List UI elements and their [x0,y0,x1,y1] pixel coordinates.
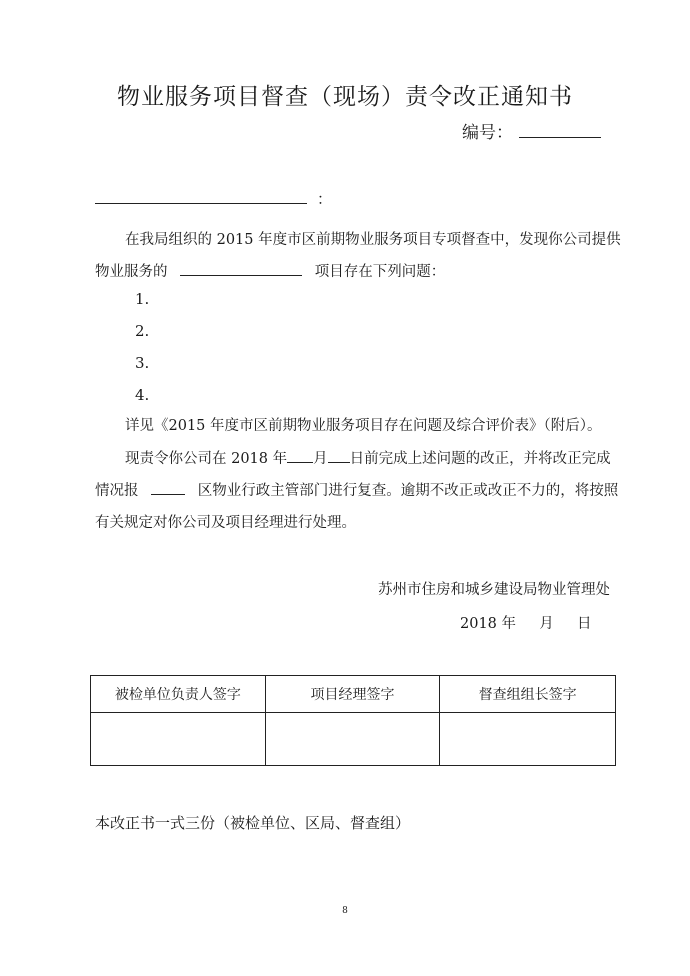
signature-cell-inspected-unit[interactable] [91,713,266,766]
signature-table-row [91,713,616,766]
order-deadline-year: 现责令你公司在 2018 年 [125,451,288,467]
addressee-line [95,188,332,209]
issue-date-day: 日 [576,616,592,632]
number-label: 编号： [462,123,513,143]
signature-table-header [91,676,616,713]
intro-line-1: 在我局组织的 2015 年度市区前期物业服务项目专项督查中，发现你公司提供 [125,232,621,248]
intro-problems-label: 项目存在下列问题： [314,264,446,280]
intro-line-2 [95,260,445,281]
header-project-manager: 项目经理签字 [265,676,440,713]
copies-note: 本改正书一式三份（被检单位、区局、督查组） [95,814,411,832]
deadline-day-blank[interactable] [328,448,350,463]
issue-date [460,612,591,633]
problem-item-3: 3. [135,354,150,372]
problem-item-1: 1. [135,290,150,308]
district-blank[interactable] [151,480,185,495]
header-inspection-leader: 督查组组长签字 [440,676,616,713]
order-report-label: 情况报 [95,483,139,499]
order-rest: 日前完成上述问题的改正，并将改正完成 [349,451,611,467]
issue-date-year: 2018 年 [460,616,517,632]
project-name-blank[interactable] [180,261,302,276]
problem-item-2: 2. [135,322,150,340]
order-line-3: 有关规定对你公司及项目经理进行处理。 [95,515,356,531]
page-number: 8 [342,906,348,916]
issue-date-month: 月 [539,616,554,632]
deadline-month-blank[interactable] [287,448,313,463]
number-blank[interactable] [519,121,601,138]
problem-item-4: 4. [135,386,150,404]
order-line-1 [125,447,611,468]
document-number [462,118,601,143]
addressee-colon: ： [317,190,333,208]
issuer-name: 苏州市住房和城乡建设局物业管理处 [378,582,610,598]
order-line-2 [95,479,618,500]
signature-table [90,675,616,766]
order-month-label: 月 [313,451,328,467]
signature-cell-inspection-leader[interactable] [440,713,616,766]
document-title: 物业服务项目督查（现场）责令改正通知书 [117,84,573,110]
header-inspected-unit: 被检单位负责人签字 [91,676,266,713]
signature-cell-project-manager[interactable] [265,713,440,766]
intro-service-label: 物业服务的 [95,264,168,280]
order-district-text: 区物业行政主管部门进行复查。逾期不改正或改正不力的，将按照 [197,483,619,499]
addressee-blank[interactable] [95,189,307,204]
detail-line: 详见《2015 年度市区前期物业服务项目存在问题及综合评价表》（附后）。 [125,418,602,434]
